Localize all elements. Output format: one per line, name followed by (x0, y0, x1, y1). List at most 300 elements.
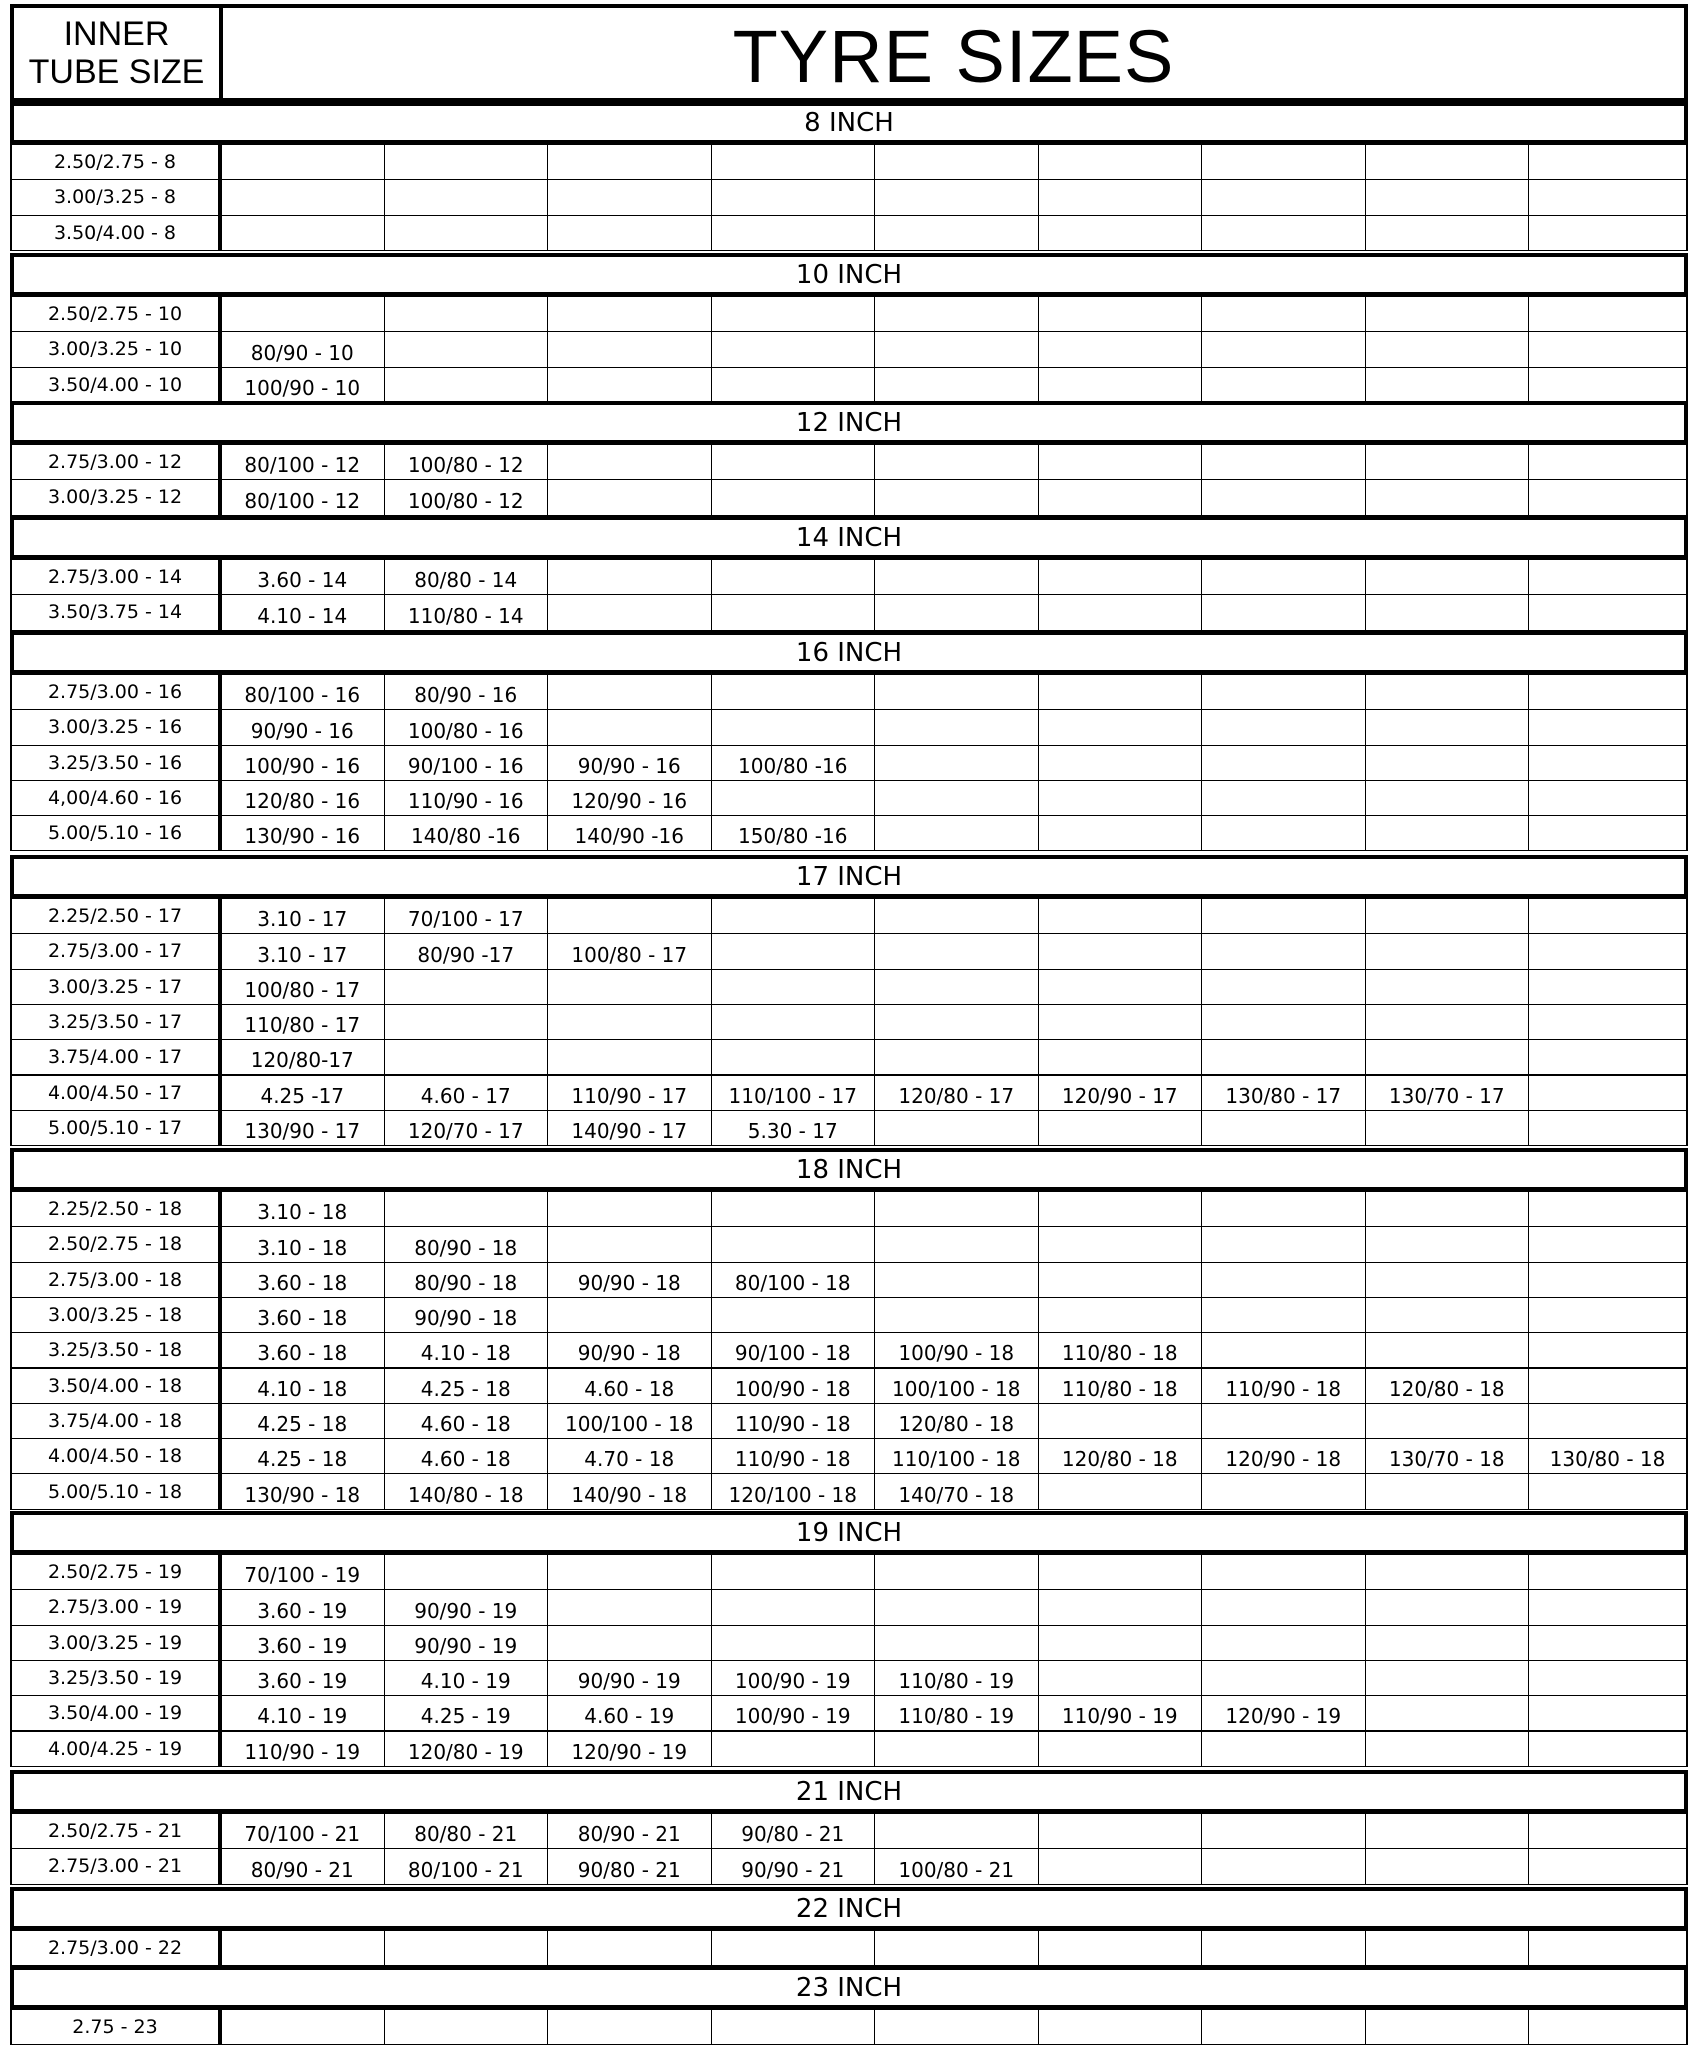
tyre-size-cell (547, 479, 712, 515)
inner-tube-size-cell: 2.75/3.00 - 17 (10, 933, 222, 969)
tyre-size-cell: 120/80 - 16 (220, 780, 385, 816)
tyre-size-cell (874, 559, 1039, 595)
tyre-size-cell: 90/90 - 21 (711, 1848, 876, 1884)
tyre-size-cell (1365, 479, 1530, 515)
tyre-size-cell (384, 1004, 549, 1040)
tyre-size-cell: 3.60 - 14 (220, 559, 385, 595)
tyre-size-cell (1038, 444, 1203, 480)
tyre-size-cell: 4.10 - 18 (220, 1368, 385, 1404)
tyre-size-cell (1365, 331, 1530, 367)
tyre-size-cell (384, 215, 549, 251)
inner-tube-size-cell: 2.75/3.00 - 16 (10, 674, 222, 710)
tyre-size-cell: 100/90 - 18 (874, 1332, 1039, 1368)
tyre-size-cell (1201, 815, 1366, 851)
tyre-size-cell (711, 709, 876, 745)
tyre-size-cell (1038, 1004, 1203, 1040)
section-header: 12 INCH (10, 401, 1688, 444)
tyre-size-cell (547, 1625, 712, 1661)
inner-tube-size-cell: 3.50/4.00 - 10 (10, 367, 222, 403)
tyre-size-cell (1528, 367, 1688, 403)
tyre-size-cell: 3.60 - 19 (220, 1660, 385, 1696)
tyre-size-cell: 120/90 - 16 (547, 780, 712, 816)
tyre-size-cell (874, 1625, 1039, 1661)
tyre-size-cell (1201, 296, 1366, 332)
tyre-size-cell: 4.10 - 19 (384, 1660, 549, 1696)
tyre-size-cell: 130/80 - 17 (1201, 1075, 1366, 1111)
tyre-size-cell (1038, 215, 1203, 251)
tyre-size-cell (711, 933, 876, 969)
tyre-size-cell: 4.10 - 19 (220, 1695, 385, 1731)
tyre-size-cell (1201, 331, 1366, 367)
tyre-size-cell: 110/90 - 18 (711, 1403, 876, 1439)
inner-tube-size-cell: 3.25/3.50 - 16 (10, 745, 222, 781)
tyre-size-cell: 110/90 - 18 (1201, 1368, 1366, 1404)
tyre-size-cell (1528, 1473, 1688, 1509)
tyre-size-cell (1365, 815, 1530, 851)
tyre-size-cell: 100/80 - 17 (547, 933, 712, 969)
tyre-size-cell: 70/100 - 17 (384, 898, 549, 934)
inner-tube-size-cell: 4.00/4.50 - 18 (10, 1438, 222, 1474)
inner-tube-size-cell: 3.50/4.00 - 19 (10, 1695, 222, 1731)
tyre-size-cell: 4.70 - 18 (547, 1438, 712, 1474)
tyre-size-cell (1038, 780, 1203, 816)
tyre-size-cell (1201, 780, 1366, 816)
tyre-size-cell: 130/90 - 17 (220, 1110, 385, 1146)
tyre-size-cell (1365, 709, 1530, 745)
inner-tube-size-cell: 3.75/4.00 - 18 (10, 1403, 222, 1439)
tyre-size-cell (1365, 367, 1530, 403)
tyre-size-cell (1528, 1297, 1688, 1333)
tyre-size-cell (1528, 1039, 1688, 1075)
tyre-size-cell (711, 2009, 876, 2045)
tyre-size-cell (874, 215, 1039, 251)
tyre-size-cell (874, 1226, 1039, 1262)
tyre-size-cell (1365, 444, 1530, 480)
tyre-size-cell (384, 2009, 549, 2045)
tyre-size-cell: 110/90 - 17 (547, 1075, 712, 1111)
tyre-size-cell: 110/80 - 17 (220, 1004, 385, 1040)
tyre-size-cell: 3.10 - 17 (220, 933, 385, 969)
tyre-size-cell (874, 1110, 1039, 1146)
tyre-size-cell (1528, 1332, 1688, 1368)
tyre-size-cell (711, 1731, 876, 1767)
tyre-size-cell: 100/80 - 21 (874, 1848, 1039, 1884)
tyre-size-cell (547, 594, 712, 630)
tyre-size-cell: 4.25 - 18 (220, 1403, 385, 1439)
tyre-size-cell: 3.10 - 18 (220, 1226, 385, 1262)
tyre-size-cell (1528, 1813, 1688, 1849)
tyre-size-cell (1528, 1368, 1688, 1404)
tyre-size-cell: 110/80 - 14 (384, 594, 549, 630)
tyre-size-cell: 110/90 - 18 (711, 1438, 876, 1474)
tyre-size-cell (1201, 1332, 1366, 1368)
tyre-size-cell (1038, 1848, 1203, 1884)
tyre-size-cell (711, 1589, 876, 1625)
tyre-size-cell (547, 1297, 712, 1333)
tyre-size-cell (384, 1554, 549, 1590)
section-header: 18 INCH (10, 1148, 1688, 1191)
tyre-size-cell (1528, 815, 1688, 851)
tyre-size-cell: 110/90 - 16 (384, 780, 549, 816)
tyre-size-cell (711, 559, 876, 595)
tyre-size-cell (1528, 709, 1688, 745)
tyre-size-cell (547, 1191, 712, 1227)
inner-tube-size-cell: 2.75/3.00 - 12 (10, 444, 222, 480)
tyre-size-cell: 130/90 - 18 (220, 1473, 385, 1509)
tyre-size-cell (1528, 1075, 1688, 1111)
tyre-size-cell (1365, 1191, 1530, 1227)
tyre-size-cell (547, 296, 712, 332)
tyre-size-cell (1038, 969, 1203, 1005)
tyre-size-cell (1038, 1110, 1203, 1146)
tyre-size-cell: 80/100 - 16 (220, 674, 385, 710)
tyre-size-cell (1365, 1813, 1530, 1849)
tyre-size-cell (874, 674, 1039, 710)
tyre-size-cell (1038, 594, 1203, 630)
tyre-size-cell: 100/90 - 19 (711, 1695, 876, 1731)
tyre-size-cell (1528, 1004, 1688, 1040)
tyre-size-cell: 130/70 - 17 (1365, 1075, 1530, 1111)
inner-tube-size-cell: 4.00/4.50 - 17 (10, 1075, 222, 1111)
tyre-size-cell (1038, 1589, 1203, 1625)
tyre-size-cell (547, 367, 712, 403)
tyre-size-cell: 120/90 - 19 (547, 1731, 712, 1767)
tyre-size-cell (1038, 1660, 1203, 1696)
tyre-size-cell (1038, 1403, 1203, 1439)
tyre-size-cell: 90/80 - 21 (711, 1813, 876, 1849)
tyre-size-cell (1038, 1554, 1203, 1590)
tyre-size-cell (1365, 1554, 1530, 1590)
tyre-size-cell (547, 559, 712, 595)
inner-tube-size-cell: 3.00/3.25 - 19 (10, 1625, 222, 1661)
tyre-size-cell: 90/90 - 18 (384, 1297, 549, 1333)
inner-tube-size-cell: 2.50/2.75 - 8 (10, 144, 222, 180)
tyre-size-cell (874, 709, 1039, 745)
tyre-size-cell (711, 1297, 876, 1333)
tyre-size-cell: 100/80 - 12 (384, 444, 549, 480)
tyre-size-cell (547, 331, 712, 367)
tyre-size-cell (547, 444, 712, 480)
tyre-size-cell (711, 898, 876, 934)
tyre-size-cell (874, 2009, 1039, 2045)
tyre-size-cell: 3.10 - 18 (220, 1191, 385, 1227)
tyre-size-cell (1038, 1473, 1203, 1509)
tyre-size-cell (1528, 179, 1688, 215)
tyre-size-cell (711, 144, 876, 180)
tyre-size-cell (1038, 1930, 1203, 1966)
tyre-size-cell (711, 1226, 876, 1262)
tyre-size-cell (874, 594, 1039, 630)
tyre-size-cell (547, 144, 712, 180)
tyre-size-cell (874, 367, 1039, 403)
tyre-size-cell (1528, 594, 1688, 630)
tyre-size-cell (547, 1039, 712, 1075)
tyre-size-cell (384, 331, 549, 367)
tyre-size-cell (547, 709, 712, 745)
tyre-size-cell (1365, 1297, 1530, 1333)
tyre-size-cell (1038, 559, 1203, 595)
tyre-size-cell (1528, 780, 1688, 816)
tyre-size-cell: 150/80 -16 (711, 815, 876, 851)
tyre-size-cell (1038, 898, 1203, 934)
tyre-size-cell (1365, 745, 1530, 781)
tyre-size-cell: 120/80 - 18 (1365, 1368, 1530, 1404)
tyre-size-cell (1201, 1226, 1366, 1262)
tyre-size-cell (547, 2009, 712, 2045)
inner-tube-size-cell: 2.75/3.00 - 21 (10, 1848, 222, 1884)
tyre-size-cell (1038, 1191, 1203, 1227)
tyre-size-cell (1365, 1473, 1530, 1509)
tyre-size-cell (1201, 479, 1366, 515)
tyre-size-cell (547, 1554, 712, 1590)
tyre-size-cell (384, 1191, 549, 1227)
tyre-size-cell (874, 1589, 1039, 1625)
tyre-size-cell: 140/70 - 18 (874, 1473, 1039, 1509)
inner-tube-size-cell: 3.50/4.00 - 8 (10, 215, 222, 251)
tyre-size-cell: 110/90 - 19 (220, 1731, 385, 1767)
tyre-size-cell (1365, 1930, 1530, 1966)
tyre-size-cell (220, 179, 385, 215)
tyre-size-cell: 100/80 -16 (711, 745, 876, 781)
tyre-size-cell (547, 674, 712, 710)
inner-tube-size-cell: 3.00/3.25 - 12 (10, 479, 222, 515)
tyre-size-cell: 120/80 - 18 (874, 1403, 1039, 1439)
tyre-size-cell (1201, 898, 1366, 934)
inner-tube-size-cell: 3.00/3.25 - 8 (10, 179, 222, 215)
tyre-size-cell: 80/100 - 12 (220, 479, 385, 515)
tyre-size-cell (220, 2009, 385, 2045)
tyre-size-cell (384, 1930, 549, 1966)
tyre-size-cell (1528, 674, 1688, 710)
tyre-size-cell (1528, 144, 1688, 180)
tyre-size-cell (547, 215, 712, 251)
tyre-size-cell (711, 674, 876, 710)
tyre-size-cell: 5.30 - 17 (711, 1110, 876, 1146)
tyre-size-cell: 80/90 - 18 (384, 1226, 549, 1262)
tyre-size-cell (1038, 2009, 1203, 2045)
tyre-size-cell: 90/90 - 16 (547, 745, 712, 781)
inner-tube-size-cell: 2.50/2.75 - 19 (10, 1554, 222, 1590)
tyre-size-cell (1038, 367, 1203, 403)
tyre-size-cell (1528, 1262, 1688, 1298)
tyre-size-cell: 100/100 - 18 (547, 1403, 712, 1439)
tyre-size-cell: 100/90 - 18 (711, 1368, 876, 1404)
tyre-size-cell: 110/100 - 17 (711, 1075, 876, 1111)
tyre-size-cell (711, 780, 876, 816)
tyre-size-cell (1528, 1110, 1688, 1146)
tyre-size-cell (1528, 1554, 1688, 1590)
tyre-size-cell: 80/90 - 16 (384, 674, 549, 710)
tyre-size-cell (1528, 331, 1688, 367)
tyre-size-cell (1038, 296, 1203, 332)
tyre-size-cell (1365, 969, 1530, 1005)
tyre-size-cell (1365, 898, 1530, 934)
tyre-size-cell (1038, 1226, 1203, 1262)
tyre-size-cell (1201, 1589, 1366, 1625)
tyre-size-cell: 120/80 - 19 (384, 1731, 549, 1767)
section-header: 17 INCH (10, 855, 1688, 898)
tyre-size-cell (1365, 1004, 1530, 1040)
tyre-size-cell (874, 179, 1039, 215)
tyre-size-cell (874, 780, 1039, 816)
tyre-size-cell: 4.25 - 19 (384, 1695, 549, 1731)
tyre-size-cell: 100/80 - 17 (220, 969, 385, 1005)
tyre-size-cell: 3.60 - 18 (220, 1332, 385, 1368)
tyre-size-cell: 80/100 - 12 (220, 444, 385, 480)
tyre-size-cell (1201, 709, 1366, 745)
tyre-size-cell (874, 1297, 1039, 1333)
tyre-size-cell (1201, 1403, 1366, 1439)
tyre-size-cell (1528, 444, 1688, 480)
tyre-size-cell: 120/70 - 17 (384, 1110, 549, 1146)
tyre-size-cell (1038, 1297, 1203, 1333)
tyre-size-cell: 120/80 - 17 (874, 1075, 1039, 1111)
tyre-size-cell (874, 1930, 1039, 1966)
tyre-size-cell (1365, 780, 1530, 816)
tyre-size-cell (220, 215, 385, 251)
tyre-size-cell: 70/100 - 21 (220, 1813, 385, 1849)
tyre-size-cell (874, 1731, 1039, 1767)
tyre-size-cell (874, 1262, 1039, 1298)
tyre-size-cell (1365, 1110, 1530, 1146)
tyre-size-cell (711, 179, 876, 215)
inner-tube-size-cell: 3.25/3.50 - 17 (10, 1004, 222, 1040)
tyre-size-cell (1038, 745, 1203, 781)
tyre-size-cell (1365, 1695, 1530, 1731)
section-header: 14 INCH (10, 516, 1688, 559)
tyre-size-cell: 90/90 - 18 (547, 1262, 712, 1298)
inner-tube-size-cell: 2.75/3.00 - 19 (10, 1589, 222, 1625)
tyre-size-cell (547, 898, 712, 934)
tyre-size-cell (1528, 1589, 1688, 1625)
tyre-size-cell (1201, 367, 1366, 403)
inner-tube-size-cell: 4.00/4.25 - 19 (10, 1731, 222, 1767)
inner-tube-size-cell: 3.00/3.25 - 16 (10, 709, 222, 745)
section-header: 22 INCH (10, 1887, 1688, 1930)
tyre-size-cell: 80/100 - 21 (384, 1848, 549, 1884)
tyre-size-cell (874, 933, 1039, 969)
tyre-size-cell (1528, 479, 1688, 515)
tyre-size-cell (1528, 1403, 1688, 1439)
tyre-size-cell (1038, 1813, 1203, 1849)
inner-tube-size-cell: 3.00/3.25 - 10 (10, 331, 222, 367)
tyre-size-cell (1201, 594, 1366, 630)
tyre-size-cell (711, 215, 876, 251)
tyre-size-cell: 130/70 - 18 (1365, 1438, 1530, 1474)
tyre-size-cell (1201, 745, 1366, 781)
inner-tube-size-header: INNER TUBE SIZE (10, 4, 223, 102)
tyre-size-cell (711, 1039, 876, 1075)
tyre-size-cell: 4.60 - 17 (384, 1075, 549, 1111)
tyre-size-cell (1365, 2009, 1530, 2045)
tyre-size-cell (384, 144, 549, 180)
page-title: TYRE SIZES (219, 4, 1688, 102)
tyre-size-cell (874, 745, 1039, 781)
tyre-size-cell (1365, 1332, 1530, 1368)
tyre-size-cell (874, 296, 1039, 332)
inner-tube-size-cell: 2.75 - 23 (10, 2009, 222, 2045)
tyre-size-cell (1038, 479, 1203, 515)
tyre-size-cell (1201, 1004, 1366, 1040)
tyre-size-cell (1038, 709, 1203, 745)
inner-tube-size-cell: 2.75/3.00 - 22 (10, 1930, 222, 1966)
tyre-size-cell (1365, 1589, 1530, 1625)
tyre-size-cell (874, 1004, 1039, 1040)
tyre-size-cell (220, 144, 385, 180)
tyre-size-cell: 120/100 - 18 (711, 1473, 876, 1509)
tyre-size-cell: 3.60 - 18 (220, 1297, 385, 1333)
inner-tube-size-cell: 2.50/2.75 - 18 (10, 1226, 222, 1262)
section-header: 21 INCH (10, 1770, 1688, 1813)
tyre-size-cell (1528, 215, 1688, 251)
tyre-size-cell: 3.60 - 19 (220, 1625, 385, 1661)
tyre-size-cell: 120/80-17 (220, 1039, 385, 1075)
inner-tube-size-cell: 2.25/2.50 - 17 (10, 898, 222, 934)
tyre-size-cell (384, 367, 549, 403)
tyre-size-cell: 110/80 - 19 (874, 1660, 1039, 1696)
tyre-size-cell (1365, 594, 1530, 630)
tyre-size-cell (1365, 1731, 1530, 1767)
tyre-size-cell (711, 444, 876, 480)
tyre-size-cell: 4.60 - 18 (384, 1438, 549, 1474)
tyre-size-cell (1201, 1473, 1366, 1509)
tyre-size-cell: 90/80 - 21 (547, 1848, 712, 1884)
tyre-size-cell (874, 1813, 1039, 1849)
tyre-size-cell: 100/80 - 12 (384, 479, 549, 515)
tyre-size-cell (1528, 1731, 1688, 1767)
tyre-size-cell (1201, 2009, 1366, 2045)
tyre-size-cell (1201, 559, 1366, 595)
tyre-size-cell (1528, 1848, 1688, 1884)
inner-tube-size-cell: 3.50/4.00 - 18 (10, 1368, 222, 1404)
tyre-size-cell (547, 1930, 712, 1966)
tyre-size-cell (1201, 179, 1366, 215)
inner-tube-size-cell: 3.25/3.50 - 18 (10, 1332, 222, 1368)
tyre-size-cell (220, 296, 385, 332)
tyre-size-cell (1365, 1848, 1530, 1884)
tyre-size-cell: 100/90 - 16 (220, 745, 385, 781)
tyre-size-cell: 90/100 - 18 (711, 1332, 876, 1368)
tyre-size-cell (1201, 1110, 1366, 1146)
inner-tube-size-cell: 3.00/3.25 - 17 (10, 969, 222, 1005)
tyre-size-cell: 120/90 - 19 (1201, 1695, 1366, 1731)
tyre-size-cell (1528, 1695, 1688, 1731)
tyre-size-cell (1528, 1930, 1688, 1966)
tyre-size-cell: 120/90 - 18 (1201, 1438, 1366, 1474)
tyre-size-cell (1528, 559, 1688, 595)
tyre-size-cell (1201, 1039, 1366, 1075)
tyre-size-cell (874, 144, 1039, 180)
tyre-size-cell (1528, 1660, 1688, 1696)
tyre-size-cell (1201, 1262, 1366, 1298)
tyre-size-cell (1038, 674, 1203, 710)
tyre-size-cell: 120/80 - 18 (1038, 1438, 1203, 1474)
tyre-size-cell: 90/90 - 16 (220, 709, 385, 745)
tyre-size-cell: 140/90 - 18 (547, 1473, 712, 1509)
tyre-size-cell (874, 898, 1039, 934)
tyre-size-cell (711, 367, 876, 403)
tyre-size-cell (711, 1191, 876, 1227)
tyre-size-cell (711, 479, 876, 515)
tyre-size-cell (547, 1589, 712, 1625)
tyre-size-cell: 110/100 - 18 (874, 1438, 1039, 1474)
tyre-size-cell: 80/100 - 18 (711, 1262, 876, 1298)
tyre-size-cell (547, 1004, 712, 1040)
tyre-size-cell (711, 1004, 876, 1040)
tyre-size-cell (1528, 1226, 1688, 1262)
tyre-size-cell: 90/90 - 19 (384, 1589, 549, 1625)
tyre-size-cell: 140/90 -16 (547, 815, 712, 851)
